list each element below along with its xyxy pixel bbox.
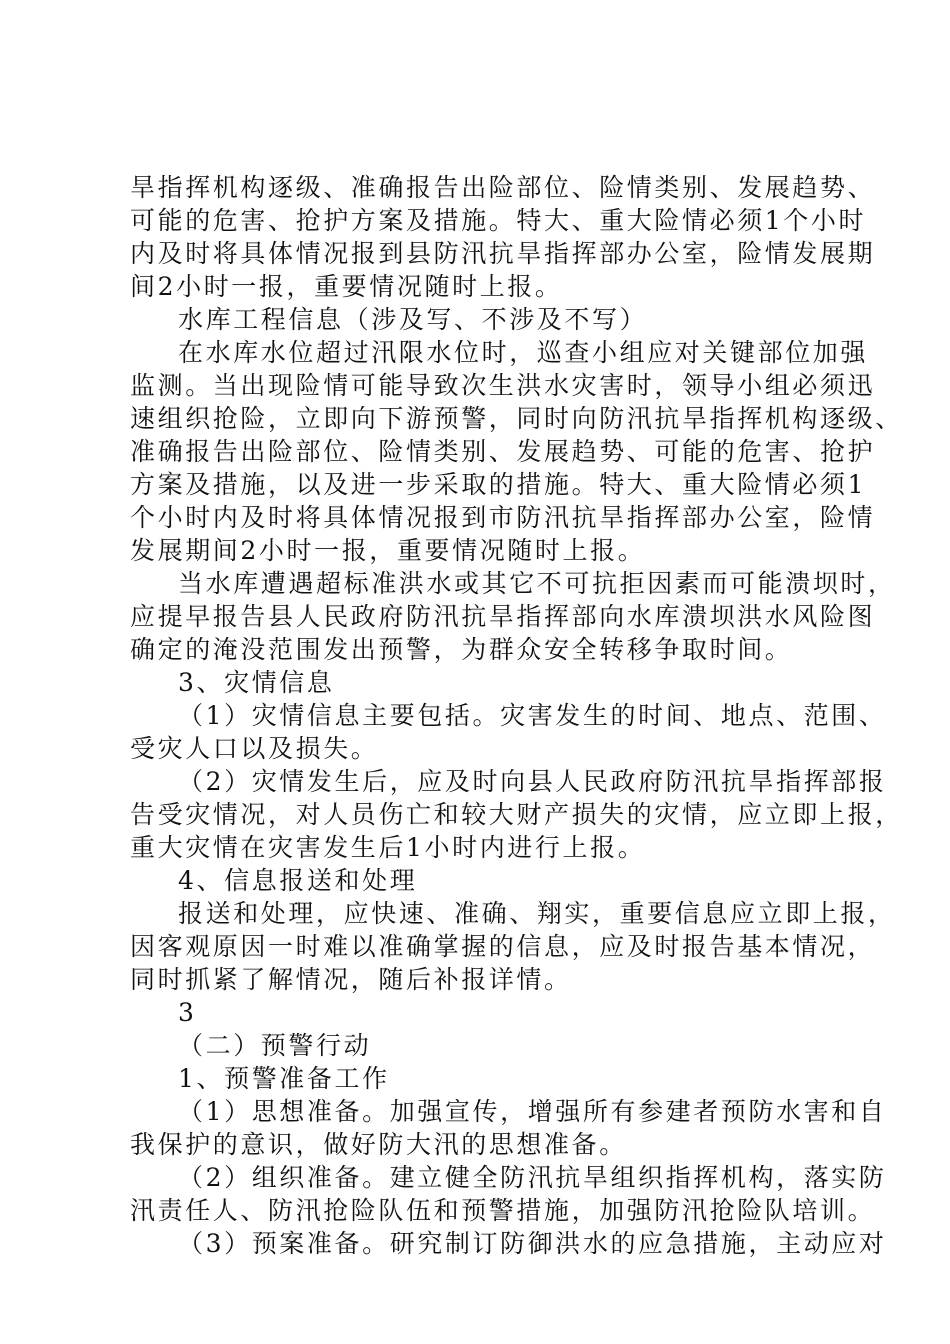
text-line-3: 内及时将具体情况报到县防汛抗旱指挥部办公室，险情发展期 — [130, 239, 876, 268]
text-line-32: 汛责任人、防汛抢险队伍和预警措施，加强防汛抢险队培训。 — [130, 1196, 876, 1225]
page-number: 3 — [178, 998, 197, 1027]
text-line-14: 应提早报告县人民政府防汛抗旱指挥部向水库溃坝洪水风险图 — [130, 602, 876, 631]
text-line-23: 报送和处理，应快速、准确、翔实，重要信息应立即上报， — [178, 899, 896, 928]
text-line-9: 准确报告出险部位、险情类别、发展趋势、可能的危害、抢护 — [130, 437, 876, 466]
text-line-17: （1）灾情信息主要包括。灾害发生的时间、地点、范围、 — [178, 701, 887, 730]
section-heading-warning-action: （二）预警行动 — [178, 1031, 372, 1060]
text-line-31: （2）组织准备。建立健全防汛抗旱组织指挥机构，落实防 — [178, 1163, 887, 1192]
text-line-8: 速组织抢险，立即向下游预警，同时向防汛抗旱指挥机构逐级、 — [130, 404, 903, 433]
text-line-6: 在水库水位超过汛限水位时，巡查小组应对关键部位加强 — [178, 338, 869, 367]
text-line-29: （1）思想准备。加强宣传，增强所有参建者预防水害和自 — [178, 1097, 887, 1126]
text-line-15: 确定的淹没范围发出预警，为群众安全转移争取时间。 — [130, 635, 793, 664]
text-line-30: 我保护的意识，做好防大汛的思想准备。 — [130, 1130, 627, 1159]
text-line-12: 发展期间2小时一报，重要情况随时上报。 — [130, 536, 646, 565]
text-line-19: （2）灾情发生后，应及时向县人民政府防汛抗旱指挥部报 — [178, 767, 887, 796]
section-heading-reservoir: 水库工程信息（涉及写、不涉及不写） — [178, 305, 648, 334]
text-line-2: 可能的危害、抢护方案及措施。特大、重大险情必须1个小时 — [130, 206, 867, 235]
text-line-4: 间2小时一报，重要情况随时上报。 — [130, 272, 563, 301]
text-line-7: 监测。当出现险情可能导致次生洪水灾害时，领导小组必须迅 — [130, 371, 876, 400]
section-heading-disaster-info: 3、灾情信息 — [178, 668, 335, 697]
section-heading-reporting: 4、信息报送和处理 — [178, 866, 418, 895]
text-line-21: 重大灾情在灾害发生后1小时内进行上报。 — [130, 833, 646, 862]
section-heading-warning-prep: 1、预警准备工作 — [178, 1064, 390, 1093]
text-line-25: 同时抓紧了解情况，随后补报详情。 — [130, 965, 572, 994]
text-line-1: 旱指挥机构逐级、准确报告出险部位、险情类别、发展趋势、 — [130, 173, 876, 202]
text-line-24: 因客观原因一时难以准确掌握的信息，应及时报告基本情况， — [130, 932, 876, 961]
text-line-11: 个小时内及时将具体情况报到市防汛抗旱指挥部办公室，险情 — [130, 503, 876, 532]
text-line-33: （3）预案准备。研究制订防御洪水的应急措施，主动应对 — [178, 1229, 887, 1258]
text-line-20: 告受灾情况，对人员伤亡和较大财产损失的灾情，应立即上报， — [130, 800, 903, 829]
text-line-18: 受灾人口以及损失。 — [130, 734, 379, 763]
text-line-10: 方案及措施，以及进一步采取的措施。特大、重大险情必须1 — [130, 470, 867, 499]
text-line-13: 当水库遭遇超标准洪水或其它不可抗拒因素而可能溃坝时， — [178, 569, 896, 598]
